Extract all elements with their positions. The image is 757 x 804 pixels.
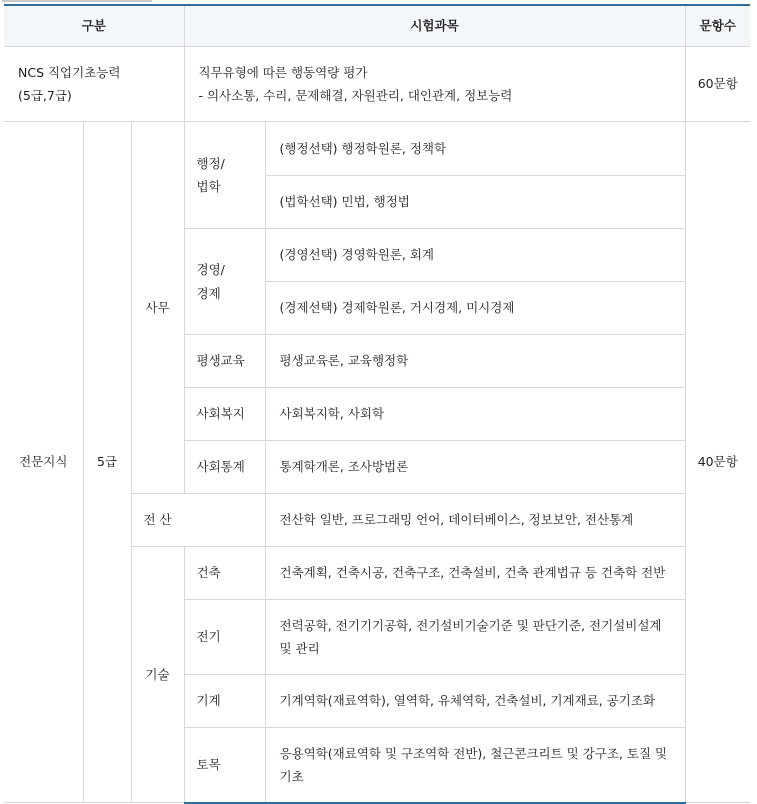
admin-law-label: 행정/ 법학 <box>184 122 265 229</box>
ncs-name-line2: (5급,7급) <box>18 88 72 103</box>
exam-subjects-table <box>4 4 750 804</box>
mech-subjects: 기계역학(재료역학), 열역학, 유체역학, 건축설비, 기계재료, 공기조화 <box>265 675 685 728</box>
table-row-admin-opt1 <box>4 122 750 176</box>
stats-label: 사회통계 <box>184 441 265 494</box>
specialty-grade: 5급 <box>83 122 131 803</box>
office-label: 사무 <box>131 122 184 494</box>
admin-opt1: (행정선택) 행정학원론, 정책학 <box>265 122 685 176</box>
elec-label: 전기 <box>184 600 265 675</box>
elec-subjects: 전력공학, 전기기기공학, 전기설비기술기준 및 판단기준, 전기설비설계 및 관리 <box>265 600 685 675</box>
header-subjects: 시험과목 <box>184 5 685 47</box>
ncs-desc-line2: - 의사소통, 수리, 문제해결, 자원관리, 대인관계, 정보능력 <box>198 88 513 103</box>
ncs-name-line1: NCS 직업기초능력 <box>18 64 121 80</box>
arch-subjects: 건축계획, 건축시공, 건축구조, 건축설비, 건축 관계법규 등 건축학 전반 <box>265 547 685 600</box>
civil-subjects: 응용역학(재료역학 및 구조역학 전반), 철근콘크리트 및 강구조, 토질 및 기초 <box>265 728 685 803</box>
welfare-label: 사회복지 <box>184 388 265 441</box>
computing-label: 전 산 <box>131 494 265 547</box>
ncs-subjects-cell <box>184 47 685 122</box>
specialty-count: 40문항 <box>685 122 750 803</box>
civil-label: 토목 <box>184 728 265 803</box>
table-header-row <box>4 5 750 47</box>
ncs-category-cell <box>4 47 184 122</box>
ncs-desc-line1: 직무유형에 따른 행동역량 평가 <box>198 64 368 80</box>
law-opt2: (법학선택) 민법, 행정법 <box>265 176 685 229</box>
specialty-label: 전문지식 <box>4 122 83 803</box>
header-count: 문항수 <box>685 5 750 47</box>
lifelong-subjects: 평생교육론, 교육행정학 <box>265 335 685 388</box>
cropped-top-text-remnant <box>0 0 757 3</box>
header-category: 구분 <box>4 5 184 47</box>
lifelong-label: 평생교육 <box>184 335 265 388</box>
ncs-count-cell: 60문항 <box>685 47 750 122</box>
mech-label: 기계 <box>184 675 265 728</box>
econ-opt2: (경제선택) 경제학원론, 거시경제, 미시경제 <box>265 282 685 335</box>
table-row-ncs <box>4 47 750 122</box>
arch-label: 건축 <box>184 547 265 600</box>
tech-label: 기술 <box>131 547 184 803</box>
computing-subjects: 전산학 일반, 프로그래밍 언어, 데이터베이스, 정보보안, 전산통계 <box>265 494 685 547</box>
biz-econ-label: 경영/ 경제 <box>184 229 265 335</box>
stats-subjects: 통계학개론, 조사방법론 <box>265 441 685 494</box>
welfare-subjects: 사회복지학, 사회학 <box>265 388 685 441</box>
biz-opt1: (경영선택) 경영학원론, 회계 <box>265 229 685 282</box>
